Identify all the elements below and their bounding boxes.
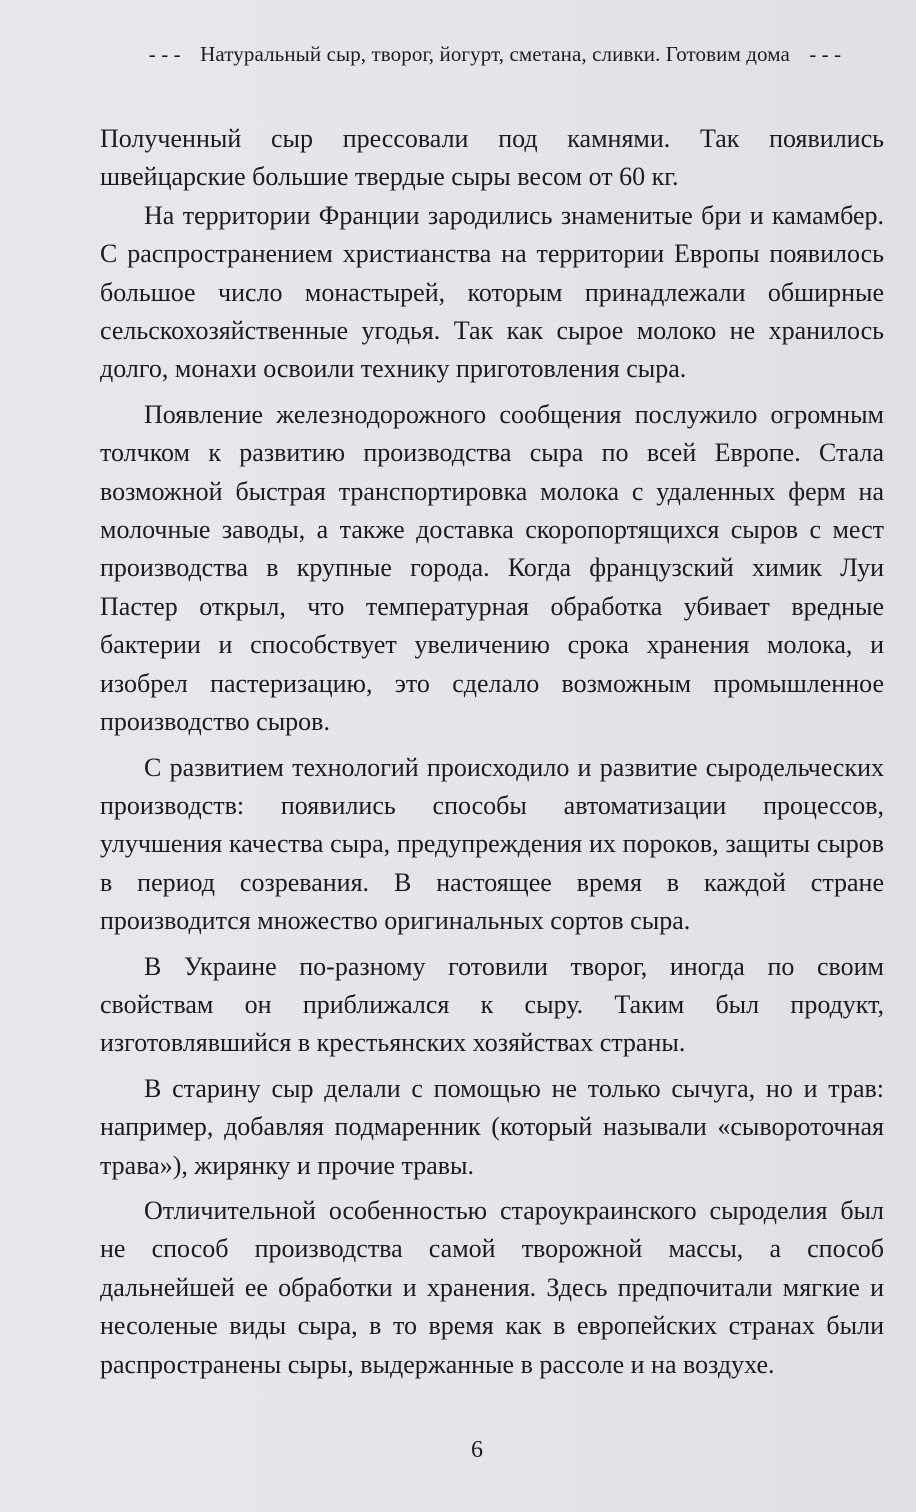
- paragraph-5: В Украине по-разному готовили творог, иногда по своим свойствам он приближался к сыру. Таким был продукт, изготовлявшийся в крестьянских хозяйствах страны.: [100, 951, 884, 1058]
- running-head-right-dashes: - - -: [809, 42, 842, 66]
- paragraph-7: Отличительной особенностью староукраинского сыроделия был не способ производства самой творожной массы, а способ дальнейшей ее обработки и хранения. Здесь предпочитали мягкие и несоленые виды сыра, в то время как в европейских странах были распространены сыры, выдержанные в рассоле и на воздухе.: [100, 1195, 884, 1379]
- running-head-left-dashes: - - -: [148, 42, 181, 66]
- paragraph-3: Появление железнодорожного сообщения послужило огромным толчком к развитию производства сыра по всей Европе. Стала возможной быстрая транспортировка молока с удаленных ферм на молочные заводы, а также доставка скоропортящихся сыров с мест производства в крупные города. Когда французский химик Луи Пастер открыл, что температурная обработка убивает вредные бактерии и способствует увеличению срока хранения молока, и изобрел пастеризацию, это сделало возможным промышленное производство сыров.: [100, 399, 884, 737]
- page-number: 6: [471, 1437, 483, 1463]
- paragraph-6: В старину сыр делали с помощью не только сычуга, но и трав: например, добавляя подмаренник (который называли «сывороточная трава»), жирянку и прочие травы.: [100, 1073, 884, 1180]
- body-text: [100, 120, 884, 1384]
- running-head: [100, 42, 890, 67]
- paragraph-2: На территории Франции зародились знаменитые бри и камамбер. С распространением христианства на территории Европы появилось большое число монастырей, которым принадлежали обширные сельскохозяйственные угодья. Так как сырое молоко не хранилось долго, монахи освоили технику приготовления сыра.: [100, 200, 884, 384]
- running-head-title: Натуральный сыр, творог, йогурт, сметана, сливки. Готовим дома: [200, 42, 790, 66]
- paragraph-4: С развитием технологий происходило и развитие сыродельческих производств: появились способы автоматизации процессов, улучшения качества сыра, предупреждения их пороков, защиты сыров в период созревания. В настоящее время в каждой стране производится множество оригинальных сортов сыра.: [100, 752, 884, 936]
- paragraph-1: Полученный сыр прессовали под камнями. Так появились швейцарские большие твердые сыры весом от 60 кг.: [100, 124, 884, 192]
